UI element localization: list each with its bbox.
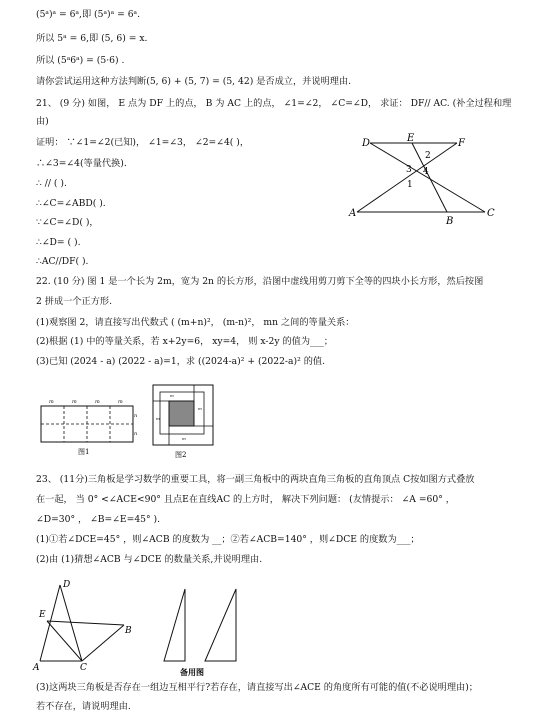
label-m: m [95,399,100,405]
text-line: 所以 5ᵃ = 6,即 (5, 6) = x. [36,33,148,44]
question-22-stem: 22. (10 分) 图 1 是一个长为 2m，宽为 2n 的长方形，沿图中虚线用剪刀剪下全等的四块小长方形，然后按图 [36,276,484,287]
angle-label-2: 2 [425,151,431,161]
question-22-part3: (3)已知 (2024 - a) (2022 - a)=1，求 ((2024-a)² + (2022-a)² 的值. [36,356,325,367]
proof-line: 证明： ∵∠1=∠2(已知)， ∠1=∠3， ∠2=∠4( )， [36,137,250,148]
angle-label-3: 3 [406,165,412,175]
label-n: n [134,413,138,419]
question-23-stem: 23、 (11分)三角板是学习数学的重要工具，将一副三角板中的两块直角三角板的直角顶点 C按如图方式叠放 [36,474,475,485]
text-line: 请你尝试运用这种方法判断(5, 6) + (5, 7) = (5, 42) 是否成立，并说明理由. [36,76,351,87]
label-E: E [407,133,415,144]
proof-line: ∴∠D= ( ). [36,237,81,248]
figure-21-geometry [345,130,505,230]
proof-line: ∴∠C=∠ABD( ). [36,198,106,209]
caption-figure-2: 图2 [175,451,187,459]
label-m: m [198,406,202,411]
question-23-part3: (3)这两块三角板是否存在一组边互相平行?若存在，请直接写出∠ACE 的角度所有可能的值(不必说明理由)； [36,682,478,693]
question-22-part2: (2)根据 (1) 中的等量关系，若 x+2y=6， xy=4， 则 x-2y 的值为___； [36,336,333,347]
label-m: m [182,436,186,441]
label-B: B [125,626,132,636]
label-C: C [80,663,87,673]
label-F: F [458,138,465,149]
figure-23-triangles [30,575,245,680]
label-m: m [118,399,123,405]
label-n: n [134,431,138,437]
question-21-stem: 21、 (9 分) 如图， E 点为 DF 上的点， B 为 AC 上的点， ∠1=∠2， ∠C=∠D， 求证： DF// AC. (补全过程和理 [36,98,512,109]
label-D: D [63,580,71,590]
angle-label-1: 1 [407,180,413,190]
text-line: (5ᵃ)ᵃ = 6ᵃ,即 (5ᵃ)ᵃ = 6ᵃ. [36,9,141,20]
proof-line: ∵∠C=∠D( )， [36,217,99,228]
question-23-part2: (2)由 (1)猜想∠ACB 与∠DCE 的数量关系,并说明理由. [36,554,263,565]
label-A: A [33,663,40,673]
proof-line: ∴AC//DF( ). [36,256,89,267]
label-B: B [446,216,454,227]
label-m: m [170,393,174,398]
label-C: C [487,208,495,219]
question-22-stem-cont: 2 拼成一个正方形. [36,296,112,307]
label-m: m [72,399,77,405]
question-23-hint: ∠D=30° ， ∠B=∠E=45° ). [36,514,161,525]
caption-figure-1: 图1 [78,448,90,456]
label-E: E [39,610,46,620]
proof-line: ∴∠3=∠4(等量代换). [36,158,127,169]
question-22-part1: (1)观察图 2，请直接写出代数式 ( (m+n)²， (m-n)²， mn 之间的等量关系： [36,317,355,328]
angle-label-4: 4 [423,167,429,177]
question-23-part3-cont: 若不存在，请说明理由. [36,701,131,712]
text-line: 所以 (5ᵃ6ᵃ) = (5·6) . [36,55,125,66]
question-23-part1: (1)①若∠DCE=45° ，则∠ACB 的度数为 __；②若∠ACB=140° ，则∠DCE 的度数为___； [36,534,420,545]
proof-line: ∴ // ( ). [36,178,67,189]
figure-22-2 [148,380,218,462]
label-m: m [156,416,160,421]
question-21-stem-cont: 由) [36,116,49,127]
label-D: D [362,138,371,149]
caption-spare-figure: 备用图 [180,667,204,677]
label-A: A [349,208,357,219]
figure-22-1 [38,394,138,456]
question-23-stem-cont: 在一起， 当 0° <∠ACE<90° 且点E在直线AC 的上方时， 解决下列问题： (友情提示： ∠A =60° ， [36,494,455,505]
label-m: m [49,399,54,405]
